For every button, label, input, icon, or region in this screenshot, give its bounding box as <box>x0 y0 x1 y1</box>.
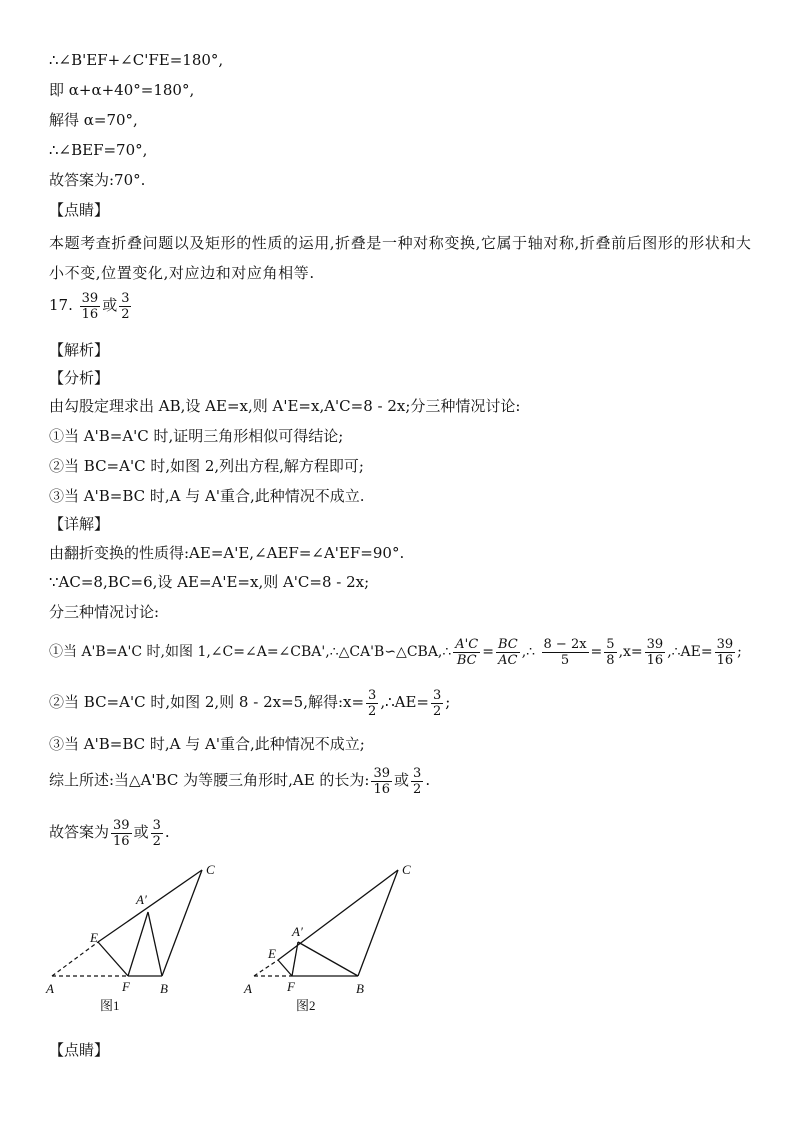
fraction <box>604 637 616 668</box>
text-line: ∴∠BEF=70°, <box>49 141 148 159</box>
figure-caption: 图2 <box>296 998 316 1013</box>
fraction <box>371 766 392 797</box>
dashed-segment-AE <box>254 960 278 976</box>
numerator: 8 − 2x <box>543 636 587 652</box>
denominator: 16 <box>81 306 99 322</box>
fraction <box>715 637 736 668</box>
analysis-line: ③当 A'B=BC 时,A 与 A'重合,此种情况不成立. <box>49 487 365 505</box>
summary-line <box>49 760 430 800</box>
numerator: 39 <box>373 765 391 781</box>
denominator: BC <box>456 652 477 668</box>
detail-line: ∵AC=8,BC=6,设 AE=A'E=x,则 A'C=8 - 2x; <box>49 573 370 591</box>
case-text: ,∴AE= <box>380 693 429 711</box>
denominator: 16 <box>113 833 130 849</box>
numerator: 3 <box>152 817 161 833</box>
answer-text: 故答案为 <box>49 823 110 841</box>
numerator: 39 <box>716 636 734 652</box>
segment-EC <box>278 870 398 960</box>
label-F: F <box>287 979 295 994</box>
numerator: BC <box>497 636 518 652</box>
denominator: 2 <box>413 781 422 797</box>
text-line: 故答案为:70°. <box>49 171 146 189</box>
case-text: ; <box>445 693 451 711</box>
case-text: ,x= <box>618 644 643 660</box>
case-2-line <box>49 682 450 722</box>
denominator: 16 <box>646 652 664 668</box>
fraction <box>542 637 589 668</box>
answer-line <box>49 812 170 852</box>
label-A: A <box>46 981 54 996</box>
figure-1 <box>40 858 240 1018</box>
label-A: A <box>244 981 252 996</box>
case-text: ①当 A'B=A'C 时,如图 1,∠C=∠A=∠CBA',∴△CA'B∽△CBA,∴ <box>49 644 452 660</box>
section-heading-dianjing: 【点睛】 <box>49 1041 110 1059</box>
connector: 或 <box>102 296 118 314</box>
denominator: 2 <box>433 703 442 719</box>
section-heading-fenxi: 【分析】 <box>49 369 110 387</box>
case-text: ,∴ <box>521 644 536 660</box>
case-text: ,∴AE= <box>667 644 713 660</box>
fraction <box>645 637 666 668</box>
numerator: 3 <box>413 765 422 781</box>
fraction <box>119 291 131 322</box>
segment-EF <box>278 960 292 976</box>
segment-ApB <box>148 912 162 976</box>
label-A-prime: A′ <box>136 892 147 907</box>
segment-EF <box>98 942 128 976</box>
label-B: B <box>160 981 168 996</box>
segment-ApF <box>128 912 148 976</box>
summary-text: 综上所述:当△A'BC 为等腰三角形时,AE 的长为: <box>49 771 370 789</box>
denominator: 2 <box>368 703 377 719</box>
numerator: 3 <box>368 687 377 703</box>
analysis-line: ①当 A'B=A'C 时,证明三角形相似可得结论; <box>49 427 344 445</box>
connector: 或 <box>394 771 410 789</box>
fraction <box>431 688 443 719</box>
numerator: 39 <box>646 636 664 652</box>
text-line: ∴∠B'EF+∠C'FE=180°, <box>49 51 224 69</box>
fraction <box>366 688 378 719</box>
numerator: 3 <box>433 687 442 703</box>
connector: 或 <box>133 823 149 841</box>
section-heading-xiangjie: 【详解】 <box>49 515 110 533</box>
text-line: 解得 α=70°, <box>49 111 138 129</box>
detail-line: 由翻折变换的性质得:AE=A'E,∠AEF=∠A'EF=90°. <box>49 544 405 562</box>
fraction <box>111 818 132 849</box>
label-E: E <box>268 946 276 961</box>
case-3-line: ③当 A'B=BC 时,A 与 A'重合,此种情况不成立; <box>49 735 365 753</box>
fraction <box>80 291 101 322</box>
segment-BC <box>162 870 202 976</box>
label-C: C <box>206 862 215 877</box>
fraction <box>496 637 520 668</box>
fraction <box>151 818 163 849</box>
section-heading-dianjing: 【点睛】 <box>49 201 110 219</box>
question-number: 17. <box>49 296 73 314</box>
numerator: 39 <box>113 817 130 833</box>
case-text: ②当 BC=A'C 时,如图 2,则 8 - 2x=5,解得:x= <box>49 693 365 711</box>
fraction <box>411 766 423 797</box>
dashed-segment-AE <box>52 942 98 976</box>
numerator: A'C <box>455 636 479 652</box>
equals-sign: = <box>482 644 494 660</box>
segment-EC <box>98 870 202 942</box>
paragraph-note: 本题考查折叠问题以及矩形的性质的运用,折叠是一种对称变换,它属于轴对称,折叠前后图形的形状和大小不变,位置变化,对应边和对应角相等. <box>49 234 752 282</box>
question-17-answer <box>49 288 133 322</box>
denominator: 5 <box>560 652 570 668</box>
analysis-line: 由勾股定理求出 AB,设 AE=x,则 A'E=x,A'C=8 - 2x;分三种情况讨论: <box>49 397 521 415</box>
label-F: F <box>122 979 130 994</box>
figure-caption: 图1 <box>100 998 120 1013</box>
case-1-line <box>49 630 742 674</box>
numerator: 5 <box>606 636 615 652</box>
denominator: 16 <box>716 652 734 668</box>
label-A-prime: A′ <box>292 924 303 939</box>
section-heading-jiexi: 【解析】 <box>49 341 110 359</box>
case-text: ; <box>737 644 742 660</box>
label-C: C <box>402 862 411 877</box>
period: . <box>164 823 170 841</box>
numerator: 39 <box>81 290 99 306</box>
period: . <box>425 771 431 789</box>
equals-sign: = <box>590 644 603 660</box>
figure-2 <box>236 858 436 1018</box>
denominator: AC <box>498 652 518 668</box>
denominator: 16 <box>373 781 391 797</box>
label-B: B <box>356 981 364 996</box>
text-line: 即 α+α+40°=180°, <box>49 81 195 99</box>
numerator: 3 <box>121 290 130 306</box>
detail-line: 分三种情况讨论: <box>49 603 160 621</box>
denominator: 8 <box>606 652 615 668</box>
label-E: E <box>90 930 98 945</box>
segment-ApB <box>298 942 358 976</box>
denominator: 2 <box>121 306 130 322</box>
segment-BC <box>358 870 398 976</box>
denominator: 2 <box>152 833 161 849</box>
fraction <box>453 637 480 668</box>
analysis-line: ②当 BC=A'C 时,如图 2,列出方程,解方程即可; <box>49 457 364 475</box>
